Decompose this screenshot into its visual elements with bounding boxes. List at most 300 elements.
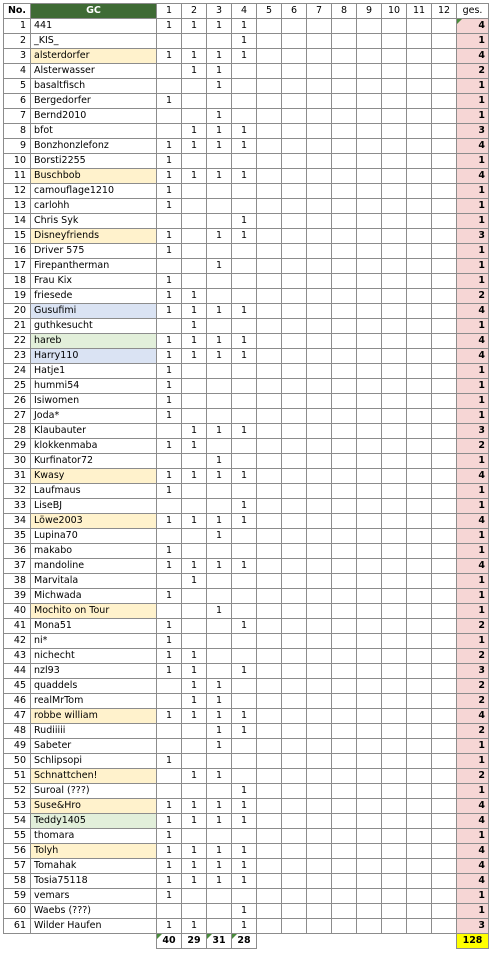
row-total-cell[interactable]: 1: [457, 739, 489, 754]
value-cell-8[interactable]: [332, 109, 357, 124]
value-cell-4[interactable]: [232, 199, 257, 214]
value-cell-6[interactable]: [282, 889, 307, 904]
row-number[interactable]: 1: [4, 19, 31, 34]
value-cell-3[interactable]: [207, 544, 232, 559]
value-cell-10[interactable]: [382, 724, 407, 739]
value-cell-11[interactable]: [407, 304, 432, 319]
row-total-cell[interactable]: 1: [457, 94, 489, 109]
value-cell-7[interactable]: [307, 679, 332, 694]
gc-name-cell[interactable]: Gusufimi: [31, 304, 157, 319]
value-cell-6[interactable]: [282, 799, 307, 814]
value-cell-12[interactable]: [432, 49, 457, 64]
value-cell-10[interactable]: [382, 94, 407, 109]
value-cell-4[interactable]: [232, 649, 257, 664]
total-col-1[interactable]: 40: [157, 934, 182, 949]
value-cell-3[interactable]: 1: [207, 124, 232, 139]
value-cell-5[interactable]: [257, 874, 282, 889]
value-cell-4[interactable]: [232, 154, 257, 169]
row-number[interactable]: 14: [4, 214, 31, 229]
value-cell-8[interactable]: [332, 619, 357, 634]
gc-name-cell[interactable]: Sabeter: [31, 739, 157, 754]
value-cell-7[interactable]: [307, 124, 332, 139]
value-cell-3[interactable]: [207, 244, 232, 259]
value-cell-3[interactable]: 1: [207, 814, 232, 829]
value-cell-10[interactable]: [382, 409, 407, 424]
row-total-cell[interactable]: 1: [457, 499, 489, 514]
value-cell-3[interactable]: [207, 499, 232, 514]
value-cell-11[interactable]: [407, 94, 432, 109]
value-cell-2[interactable]: 1: [182, 559, 207, 574]
value-cell-12[interactable]: [432, 379, 457, 394]
gc-name-cell[interactable]: _KIS_: [31, 34, 157, 49]
value-cell-12[interactable]: [432, 94, 457, 109]
value-cell-4[interactable]: [232, 454, 257, 469]
value-cell-12[interactable]: [432, 124, 457, 139]
value-cell-1[interactable]: 1: [157, 514, 182, 529]
gc-name-cell[interactable]: Marvitala: [31, 574, 157, 589]
value-cell-4[interactable]: 1: [232, 559, 257, 574]
gc-name-cell[interactable]: vemars: [31, 889, 157, 904]
value-cell-11[interactable]: [407, 559, 432, 574]
value-cell-1[interactable]: 1: [157, 469, 182, 484]
value-cell-10[interactable]: [382, 859, 407, 874]
value-cell-1[interactable]: 1: [157, 304, 182, 319]
value-cell-10[interactable]: [382, 679, 407, 694]
value-cell-8[interactable]: [332, 244, 357, 259]
value-cell-10[interactable]: [382, 469, 407, 484]
value-cell-3[interactable]: 1: [207, 859, 232, 874]
value-cell-2[interactable]: 1: [182, 334, 207, 349]
header-col-10[interactable]: 10: [382, 4, 407, 19]
value-cell-10[interactable]: [382, 109, 407, 124]
value-cell-7[interactable]: [307, 379, 332, 394]
value-cell-6[interactable]: [282, 229, 307, 244]
row-number[interactable]: 19: [4, 289, 31, 304]
value-cell-7[interactable]: [307, 634, 332, 649]
value-cell-9[interactable]: [357, 319, 382, 334]
value-cell-6[interactable]: [282, 244, 307, 259]
value-cell-4[interactable]: [232, 604, 257, 619]
header-col-7[interactable]: 7: [307, 4, 332, 19]
value-cell-4[interactable]: 1: [232, 784, 257, 799]
value-cell-3[interactable]: 1: [207, 739, 232, 754]
value-cell-2[interactable]: [182, 214, 207, 229]
value-cell-4[interactable]: [232, 589, 257, 604]
gc-name-cell[interactable]: Mochito on Tour: [31, 604, 157, 619]
value-cell-1[interactable]: 1: [157, 229, 182, 244]
value-cell-3[interactable]: [207, 34, 232, 49]
row-total-cell[interactable]: 1: [457, 544, 489, 559]
value-cell-11[interactable]: [407, 184, 432, 199]
value-cell-3[interactable]: 1: [207, 109, 232, 124]
value-cell-8[interactable]: [332, 94, 357, 109]
value-cell-1[interactable]: 1: [157, 559, 182, 574]
value-cell-11[interactable]: [407, 724, 432, 739]
value-cell-7[interactable]: [307, 364, 332, 379]
value-cell-9[interactable]: [357, 784, 382, 799]
value-cell-11[interactable]: [407, 799, 432, 814]
value-cell-5[interactable]: [257, 859, 282, 874]
row-total-cell[interactable]: 4: [457, 169, 489, 184]
value-cell-7[interactable]: [307, 244, 332, 259]
value-cell-12[interactable]: [432, 649, 457, 664]
value-cell-3[interactable]: 1: [207, 424, 232, 439]
gc-name-cell[interactable]: klokkenmaba: [31, 439, 157, 454]
value-cell-6[interactable]: [282, 874, 307, 889]
value-cell-8[interactable]: [332, 454, 357, 469]
gc-name-cell[interactable]: Rudiiiii: [31, 724, 157, 739]
value-cell-10[interactable]: [382, 889, 407, 904]
value-cell-10[interactable]: [382, 649, 407, 664]
value-cell-9[interactable]: [357, 19, 382, 34]
value-cell-6[interactable]: [282, 679, 307, 694]
value-cell-10[interactable]: [382, 304, 407, 319]
value-cell-2[interactable]: [182, 634, 207, 649]
row-total-cell[interactable]: 1: [457, 574, 489, 589]
row-number[interactable]: 48: [4, 724, 31, 739]
value-cell-10[interactable]: [382, 874, 407, 889]
value-cell-5[interactable]: [257, 784, 282, 799]
value-cell-6[interactable]: [282, 64, 307, 79]
value-cell-10[interactable]: [382, 124, 407, 139]
value-cell-9[interactable]: [357, 484, 382, 499]
value-cell-2[interactable]: [182, 499, 207, 514]
value-cell-9[interactable]: [357, 244, 382, 259]
value-cell-12[interactable]: [432, 64, 457, 79]
value-cell-4[interactable]: 1: [232, 709, 257, 724]
value-cell-9[interactable]: [357, 184, 382, 199]
value-cell-1[interactable]: 1: [157, 49, 182, 64]
value-cell-5[interactable]: [257, 484, 282, 499]
value-cell-8[interactable]: [332, 439, 357, 454]
value-cell-11[interactable]: [407, 739, 432, 754]
value-cell-5[interactable]: [257, 349, 282, 364]
row-number[interactable]: 6: [4, 94, 31, 109]
row-total-cell[interactable]: 3: [457, 229, 489, 244]
value-cell-11[interactable]: [407, 754, 432, 769]
value-cell-4[interactable]: 1: [232, 799, 257, 814]
value-cell-7[interactable]: [307, 229, 332, 244]
value-cell-2[interactable]: 1: [182, 679, 207, 694]
value-cell-10[interactable]: [382, 79, 407, 94]
value-cell-10[interactable]: [382, 64, 407, 79]
value-cell-12[interactable]: [432, 814, 457, 829]
value-cell-5[interactable]: [257, 439, 282, 454]
value-cell-10[interactable]: [382, 484, 407, 499]
row-number[interactable]: 38: [4, 574, 31, 589]
value-cell-8[interactable]: [332, 334, 357, 349]
value-cell-12[interactable]: [432, 184, 457, 199]
value-cell-6[interactable]: [282, 169, 307, 184]
value-cell-2[interactable]: 1: [182, 64, 207, 79]
value-cell-12[interactable]: [432, 514, 457, 529]
value-cell-1[interactable]: [157, 739, 182, 754]
value-cell-3[interactable]: 1: [207, 724, 232, 739]
value-cell-12[interactable]: [432, 694, 457, 709]
row-total-cell[interactable]: 4: [457, 19, 489, 34]
value-cell-3[interactable]: [207, 919, 232, 934]
value-cell-5[interactable]: [257, 679, 282, 694]
value-cell-2[interactable]: [182, 274, 207, 289]
value-cell-1[interactable]: 1: [157, 364, 182, 379]
value-cell-9[interactable]: [357, 214, 382, 229]
value-cell-6[interactable]: [282, 214, 307, 229]
row-number[interactable]: 34: [4, 514, 31, 529]
value-cell-4[interactable]: 1: [232, 214, 257, 229]
value-cell-11[interactable]: [407, 544, 432, 559]
value-cell-7[interactable]: [307, 529, 332, 544]
value-cell-4[interactable]: 1: [232, 664, 257, 679]
value-cell-4[interactable]: 1: [232, 904, 257, 919]
value-cell-5[interactable]: [257, 214, 282, 229]
header-col-3[interactable]: 3: [207, 4, 232, 19]
value-cell-10[interactable]: [382, 634, 407, 649]
value-cell-7[interactable]: [307, 469, 332, 484]
value-cell-1[interactable]: 1: [157, 664, 182, 679]
row-number[interactable]: 15: [4, 229, 31, 244]
value-cell-5[interactable]: [257, 634, 282, 649]
row-number[interactable]: 47: [4, 709, 31, 724]
value-cell-8[interactable]: [332, 799, 357, 814]
value-cell-1[interactable]: 1: [157, 94, 182, 109]
value-cell-10[interactable]: [382, 244, 407, 259]
value-cell-2[interactable]: 1: [182, 694, 207, 709]
value-cell-5[interactable]: [257, 274, 282, 289]
value-cell-6[interactable]: [282, 484, 307, 499]
row-total-cell[interactable]: 1: [457, 394, 489, 409]
gc-name-cell[interactable]: Hatje1: [31, 364, 157, 379]
value-cell-8[interactable]: [332, 904, 357, 919]
value-cell-5[interactable]: [257, 544, 282, 559]
value-cell-9[interactable]: [357, 574, 382, 589]
row-total-cell[interactable]: 1: [457, 904, 489, 919]
row-total-cell[interactable]: 1: [457, 379, 489, 394]
value-cell-8[interactable]: [332, 394, 357, 409]
gc-name-cell[interactable]: friesede: [31, 289, 157, 304]
value-cell-12[interactable]: [432, 199, 457, 214]
row-number[interactable]: 58: [4, 874, 31, 889]
row-number[interactable]: 30: [4, 454, 31, 469]
value-cell-6[interactable]: [282, 514, 307, 529]
value-cell-6[interactable]: [282, 379, 307, 394]
value-cell-12[interactable]: [432, 724, 457, 739]
value-cell-6[interactable]: [282, 34, 307, 49]
value-cell-6[interactable]: [282, 319, 307, 334]
row-total-cell[interactable]: 4: [457, 559, 489, 574]
row-total-cell[interactable]: 2: [457, 694, 489, 709]
header-col-12[interactable]: 12: [432, 4, 457, 19]
value-cell-1[interactable]: [157, 424, 182, 439]
value-cell-6[interactable]: [282, 754, 307, 769]
value-cell-3[interactable]: 1: [207, 799, 232, 814]
value-cell-2[interactable]: [182, 34, 207, 49]
value-cell-10[interactable]: [382, 199, 407, 214]
value-cell-11[interactable]: [407, 229, 432, 244]
row-number[interactable]: 45: [4, 679, 31, 694]
header-gc[interactable]: GC: [31, 4, 157, 19]
value-cell-3[interactable]: 1: [207, 19, 232, 34]
value-cell-11[interactable]: [407, 79, 432, 94]
value-cell-12[interactable]: [432, 154, 457, 169]
value-cell-9[interactable]: [357, 394, 382, 409]
value-cell-7[interactable]: [307, 769, 332, 784]
value-cell-12[interactable]: [432, 289, 457, 304]
value-cell-4[interactable]: 1: [232, 814, 257, 829]
value-cell-3[interactable]: 1: [207, 259, 232, 274]
value-cell-6[interactable]: [282, 139, 307, 154]
value-cell-7[interactable]: [307, 664, 332, 679]
header-col-1[interactable]: 1: [157, 4, 182, 19]
value-cell-12[interactable]: [432, 169, 457, 184]
value-cell-7[interactable]: [307, 619, 332, 634]
value-cell-1[interactable]: 1: [157, 244, 182, 259]
value-cell-3[interactable]: 1: [207, 79, 232, 94]
value-cell-11[interactable]: [407, 154, 432, 169]
value-cell-1[interactable]: 1: [157, 634, 182, 649]
value-cell-6[interactable]: [282, 199, 307, 214]
value-cell-11[interactable]: [407, 649, 432, 664]
value-cell-3[interactable]: 1: [207, 604, 232, 619]
gc-name-cell[interactable]: mandoline: [31, 559, 157, 574]
row-number[interactable]: 32: [4, 484, 31, 499]
value-cell-6[interactable]: [282, 649, 307, 664]
header-col-9[interactable]: 9: [357, 4, 382, 19]
value-cell-2[interactable]: [182, 244, 207, 259]
row-number[interactable]: 23: [4, 349, 31, 364]
row-total-cell[interactable]: 1: [457, 199, 489, 214]
value-cell-11[interactable]: [407, 364, 432, 379]
value-cell-6[interactable]: [282, 664, 307, 679]
value-cell-10[interactable]: [382, 544, 407, 559]
value-cell-10[interactable]: [382, 799, 407, 814]
value-cell-1[interactable]: 1: [157, 289, 182, 304]
value-cell-4[interactable]: 1: [232, 19, 257, 34]
value-cell-2[interactable]: [182, 784, 207, 799]
value-cell-1[interactable]: [157, 769, 182, 784]
value-cell-11[interactable]: [407, 664, 432, 679]
value-cell-5[interactable]: [257, 589, 282, 604]
row-total-cell[interactable]: 1: [457, 274, 489, 289]
value-cell-5[interactable]: [257, 709, 282, 724]
value-cell-8[interactable]: [332, 229, 357, 244]
value-cell-1[interactable]: 1: [157, 154, 182, 169]
value-cell-4[interactable]: [232, 484, 257, 499]
value-cell-9[interactable]: [357, 724, 382, 739]
gc-name-cell[interactable]: Bernd2010: [31, 109, 157, 124]
row-total-cell[interactable]: 1: [457, 784, 489, 799]
value-cell-5[interactable]: [257, 169, 282, 184]
value-cell-4[interactable]: 1: [232, 619, 257, 634]
value-cell-7[interactable]: [307, 274, 332, 289]
value-cell-9[interactable]: [357, 619, 382, 634]
value-cell-2[interactable]: [182, 544, 207, 559]
value-cell-3[interactable]: [207, 154, 232, 169]
value-cell-10[interactable]: [382, 919, 407, 934]
value-cell-11[interactable]: [407, 394, 432, 409]
value-cell-3[interactable]: [207, 589, 232, 604]
value-cell-9[interactable]: [357, 379, 382, 394]
row-total-cell[interactable]: 4: [457, 334, 489, 349]
row-number[interactable]: 10: [4, 154, 31, 169]
value-cell-7[interactable]: [307, 424, 332, 439]
value-cell-7[interactable]: [307, 694, 332, 709]
value-cell-6[interactable]: [282, 349, 307, 364]
value-cell-5[interactable]: [257, 604, 282, 619]
row-number[interactable]: 21: [4, 319, 31, 334]
value-cell-10[interactable]: [382, 34, 407, 49]
row-total-cell[interactable]: 1: [457, 109, 489, 124]
value-cell-11[interactable]: [407, 784, 432, 799]
value-cell-1[interactable]: 1: [157, 859, 182, 874]
row-total-cell[interactable]: 1: [457, 589, 489, 604]
value-cell-5[interactable]: [257, 184, 282, 199]
value-cell-5[interactable]: [257, 529, 282, 544]
value-cell-3[interactable]: [207, 904, 232, 919]
value-cell-5[interactable]: [257, 889, 282, 904]
value-cell-5[interactable]: [257, 304, 282, 319]
value-cell-1[interactable]: 1: [157, 709, 182, 724]
value-cell-2[interactable]: 1: [182, 319, 207, 334]
value-cell-2[interactable]: 1: [182, 124, 207, 139]
value-cell-6[interactable]: [282, 559, 307, 574]
value-cell-6[interactable]: [282, 424, 307, 439]
value-cell-9[interactable]: [357, 334, 382, 349]
gc-name-cell[interactable]: Schlipsopi: [31, 754, 157, 769]
value-cell-1[interactable]: 1: [157, 649, 182, 664]
value-cell-4[interactable]: [232, 769, 257, 784]
row-total-cell[interactable]: 2: [457, 439, 489, 454]
value-cell-7[interactable]: [307, 64, 332, 79]
gc-name-cell[interactable]: Laufmaus: [31, 484, 157, 499]
value-cell-5[interactable]: [257, 379, 282, 394]
row-total-cell[interactable]: 3: [457, 664, 489, 679]
value-cell-1[interactable]: 1: [157, 274, 182, 289]
value-cell-4[interactable]: [232, 94, 257, 109]
value-cell-12[interactable]: [432, 304, 457, 319]
value-cell-5[interactable]: [257, 409, 282, 424]
gc-name-cell[interactable]: 441: [31, 19, 157, 34]
value-cell-5[interactable]: [257, 739, 282, 754]
gc-name-cell[interactable]: bfot: [31, 124, 157, 139]
value-cell-5[interactable]: [257, 394, 282, 409]
value-cell-6[interactable]: [282, 694, 307, 709]
value-cell-2[interactable]: [182, 364, 207, 379]
value-cell-2[interactable]: [182, 739, 207, 754]
value-cell-1[interactable]: 1: [157, 409, 182, 424]
value-cell-10[interactable]: [382, 559, 407, 574]
value-cell-3[interactable]: [207, 394, 232, 409]
value-cell-7[interactable]: [307, 19, 332, 34]
value-cell-9[interactable]: [357, 439, 382, 454]
value-cell-8[interactable]: [332, 559, 357, 574]
value-cell-2[interactable]: [182, 184, 207, 199]
value-cell-4[interactable]: [232, 259, 257, 274]
row-number[interactable]: 4: [4, 64, 31, 79]
value-cell-5[interactable]: [257, 754, 282, 769]
row-number[interactable]: 40: [4, 604, 31, 619]
value-cell-5[interactable]: [257, 469, 282, 484]
value-cell-8[interactable]: [332, 814, 357, 829]
value-cell-12[interactable]: [432, 844, 457, 859]
value-cell-12[interactable]: [432, 364, 457, 379]
value-cell-8[interactable]: [332, 379, 357, 394]
value-cell-1[interactable]: 1: [157, 394, 182, 409]
value-cell-10[interactable]: [382, 439, 407, 454]
value-cell-6[interactable]: [282, 859, 307, 874]
row-number[interactable]: 12: [4, 184, 31, 199]
value-cell-9[interactable]: [357, 229, 382, 244]
value-cell-9[interactable]: [357, 919, 382, 934]
